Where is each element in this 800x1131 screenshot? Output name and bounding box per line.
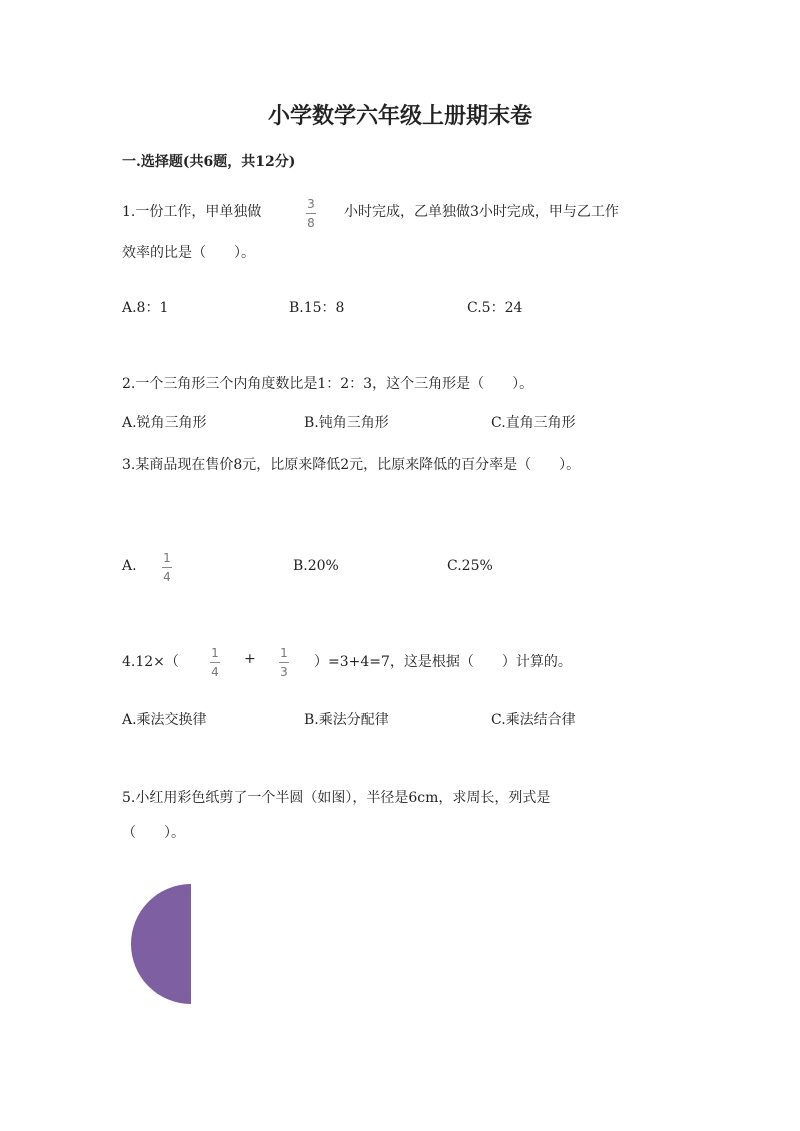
q1-text-b: 小时完成，乙单独做3小时完成，甲与乙工作 (344, 204, 619, 220)
q4-fraction-2 (279, 646, 289, 679)
q4-option-a: A.乘法交换律 (122, 712, 207, 728)
q1-option-b: B.15：8 (289, 300, 345, 316)
q5-text-b: （ ）。 (122, 825, 185, 841)
fraction-bar (279, 662, 289, 663)
q4-fraction-1 (210, 646, 220, 679)
q4-option-c: C.乘法结合律 (491, 712, 576, 728)
q2-option-c: C.直角三角形 (491, 415, 576, 431)
q3-fraction (162, 551, 172, 584)
q2-option-a: A.锐角三角形 (122, 415, 207, 431)
q3-frac-num: 1 (163, 551, 171, 565)
q4-frac1-num: 1 (211, 646, 219, 660)
q1-text-a: 1.一份工作，甲单独做 (122, 204, 262, 220)
q5-text-a: 5.小红用彩色纸剪了一个半圆（如图），半径是6cm，求周长，列式是 (122, 790, 551, 806)
q1-fraction (306, 197, 316, 230)
q1-option-c: C.5：24 (467, 300, 523, 316)
q4-text-a: 4.12×（ (122, 654, 179, 670)
semicircle-figure (131, 884, 191, 1004)
q1-frac-den: 8 (307, 216, 315, 230)
section-heading: 一.选择题(共6题，共12分) (122, 154, 296, 170)
fraction-bar (210, 662, 220, 663)
q4-option-b: B.乘法分配律 (304, 712, 389, 728)
q4-frac2-num: 1 (280, 646, 288, 660)
q3-option-b: B.20% (293, 558, 339, 574)
q3-text: 3.某商品现在售价8元，比原来降低2元，比原来降低的百分率是（ ）。 (122, 457, 581, 473)
q1-frac-num: 3 (307, 197, 315, 211)
page-title: 小学数学六年级上册期末卷 (267, 103, 532, 129)
fraction-bar (162, 567, 172, 568)
q1-option-a: A.8：1 (122, 300, 169, 316)
q4-frac1-den: 4 (211, 665, 219, 679)
q4-frac2-den: 3 (280, 665, 288, 679)
q4-text-b: ）=3+4=7，这是根据（ ）计算的。 (314, 654, 572, 670)
q3-frac-den: 4 (163, 570, 171, 584)
q3-option-a: A. (122, 558, 137, 574)
q4-plus: + (244, 651, 256, 667)
q3-option-c: C.25% (447, 558, 493, 574)
q2-option-b: B.钝角三角形 (304, 415, 389, 431)
fraction-bar (306, 213, 316, 214)
q1-text-c: 效率的比是（ ）。 (122, 245, 255, 261)
q2-text: 2.一个三角形三个内角度数比是1：2：3，这个三角形是（ ）。 (122, 376, 534, 392)
